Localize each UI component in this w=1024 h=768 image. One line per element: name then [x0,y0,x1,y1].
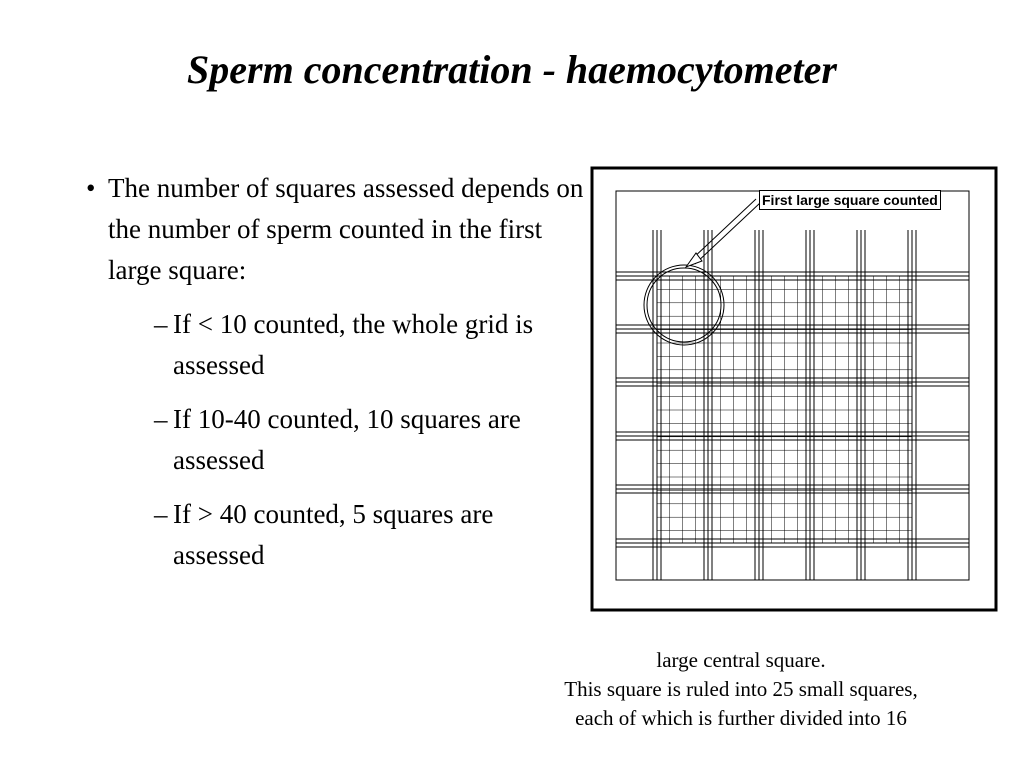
haemocytometer-grid-diagram [590,166,998,612]
caption-line: each of which is further divided into 16 [575,706,907,730]
haemocytometer-figure [590,166,998,612]
caption-line: large central square. [656,648,826,672]
caption-line: This square is ruled into 25 small squares, [564,677,918,701]
dash-marker: – [154,309,168,339]
dash-marker: – [154,499,168,529]
slide-body [86,168,586,576]
main-bullet [86,168,586,291]
sub-item-5-squares [154,494,586,576]
first-square-callout-label: First large square counted [759,190,941,210]
sub-item-whole-grid [154,304,586,386]
sub-item-10-squares [154,399,586,481]
bullet-text: The number of squares assessed depends on the number of sperm counted in the first large square: [108,173,584,285]
sub-item-text: If > 40 counted, 5 squares are assessed [173,499,494,570]
dash-marker: – [154,404,168,434]
figure-caption [500,646,982,733]
sub-item-text: If < 10 counted, the whole grid is assessed [173,309,534,380]
bullet-marker: • [86,173,96,203]
slide-title: Sperm concentration - haemocytometer [187,47,837,92]
sub-item-text: If 10-40 counted, 10 squares are assessed [173,404,521,475]
